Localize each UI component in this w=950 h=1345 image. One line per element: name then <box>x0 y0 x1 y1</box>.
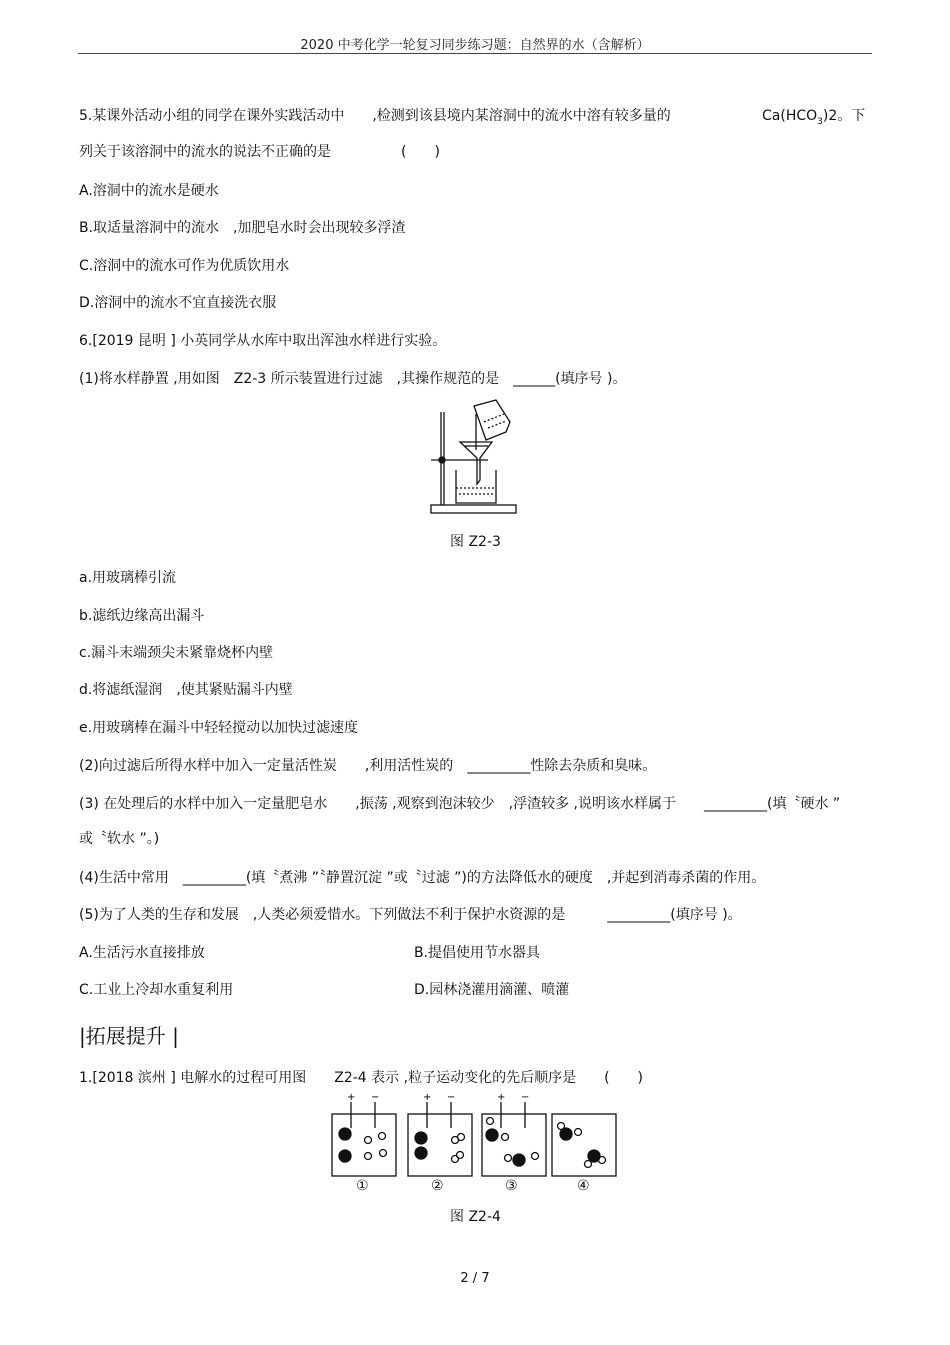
q6-option-d: D.园林浇灌用滴灌、喷灌 <box>414 982 570 998</box>
q6-option-b: B.提倡使用节水器具 <box>414 945 541 961</box>
q5-formula-sub: 3 <box>817 116 823 127</box>
q5-option-c: C.溶洞中的流水可作为优质饮用水 <box>79 258 290 274</box>
q6-part4: (4)生活中常用 _________(填〝煮沸 ”〝静置沉淀 ”或〝过滤 ”)的方法降低水的硬度 ,并起到消毒杀菌的作用。 <box>79 870 766 886</box>
q5-option-a: A.溶洞中的流水是硬水 <box>79 183 219 199</box>
beaker-pouring <box>474 400 510 440</box>
q6-stem: 6.[2019 昆明 ] 小英同学从水库中取出浑浊水样进行实验。 <box>79 333 447 349</box>
minus-sign-2: − <box>447 1092 456 1103</box>
header-rule <box>78 53 872 54</box>
q6-option-a: A.生活污水直接排放 <box>79 945 205 961</box>
box-label-1: ① <box>356 1178 369 1194</box>
q6-part3-line1: (3) 在处理后的水样中加入一定量肥皂水 ,振荡 ,观察到泡沫较少 ,浮渣较多 ,说明该水样属于 _________(填〝硬水 ” <box>79 796 841 812</box>
figure-z2-3-caption: 图 Z2-3 <box>450 534 501 550</box>
section-heading: |拓展提升 | <box>79 1024 179 1048</box>
electrolysis-box-3 <box>480 1094 548 1178</box>
beaker-receiving <box>456 470 496 503</box>
q5-option-d: D.溶洞中的流水不宜直接洗衣服 <box>79 295 277 311</box>
electrolysis-box-2 <box>406 1094 474 1178</box>
q5-stem-line1 <box>79 107 671 125</box>
box-label-4: ④ <box>577 1178 590 1194</box>
q6-part5: (5)为了人类的生存和发展 ,人类必须爱惜水。下列做法不利于保护水资源的是 _________(填序号 )。 <box>79 907 742 923</box>
electrolysis-box-1 <box>330 1094 398 1178</box>
minus-sign-3: − <box>521 1092 530 1103</box>
plus-sign-3: + <box>497 1092 506 1103</box>
q5-formula-tail: )2。下 <box>822 108 866 124</box>
plus-sign-1: + <box>347 1092 356 1103</box>
electrolysis-box-4 <box>550 1094 618 1178</box>
stand-base <box>431 505 516 513</box>
q6-option-c: C.工业上冷却水重复利用 <box>79 982 234 998</box>
box-label-2: ② <box>431 1178 444 1194</box>
q6-part3-line2: 或〝软水 ”。) <box>79 831 160 847</box>
q6-choice-e: e.用玻璃棒在漏斗中轻轻搅动以加快过滤速度 <box>79 720 359 736</box>
q6-choice-a: a.用玻璃棒引流 <box>79 570 177 586</box>
minus-sign-1: − <box>371 1092 380 1103</box>
q6-choice-c: c.漏斗末端颈尖未紧靠烧杯内壁 <box>79 645 274 661</box>
q5-option-b: B.取适量溶洞中的流水 ,加肥皂水时会出现较多浮渣 <box>79 220 406 236</box>
q6-part1: (1)将水样静置 ,用如图 Z2-3 所示装置进行过滤 ,其操作规范的是 ______(填序号 )。 <box>79 371 627 387</box>
q6-choice-b: b.滤纸边缘高出漏斗 <box>79 608 205 624</box>
box-label-3: ③ <box>505 1178 518 1194</box>
q6-part2: (2)向过滤后所得水样中加入一定量活性炭 ,利用活性炭的 _________性除去杂质和臭味。 <box>79 758 657 774</box>
q5-formula-main: Ca(HCO <box>762 108 818 124</box>
q5-formula <box>762 107 865 131</box>
q6-choice-d: d.将滤纸湿润 ,使其紧贴漏斗内壁 <box>79 682 293 698</box>
q5-stem-text: 5.某课外活动小组的同学在课外实践活动中 ,检测到该县境内某溶洞中的流水中溶有较多量的 <box>79 108 671 124</box>
figure-z2-4-caption: 图 Z2-4 <box>450 1209 501 1225</box>
page-header: 2020 中考化学一轮复习同步练习题：自然界的水（含解析） <box>300 38 650 53</box>
page-number: 2 / 7 <box>460 1271 490 1286</box>
e1-stem: 1.[2018 滨州 ] 电解水的过程可用图 Z2-4 表示 ,粒子运动变化的先后顺序是 ( ) <box>79 1070 643 1086</box>
figure-z2-4 <box>330 1094 620 1196</box>
filtration-apparatus-figure <box>426 400 526 518</box>
q5-stem-line2: 列关于该溶洞中的流水的说法不正确的是 ( ) <box>79 144 440 160</box>
plus-sign-2: + <box>423 1092 432 1103</box>
